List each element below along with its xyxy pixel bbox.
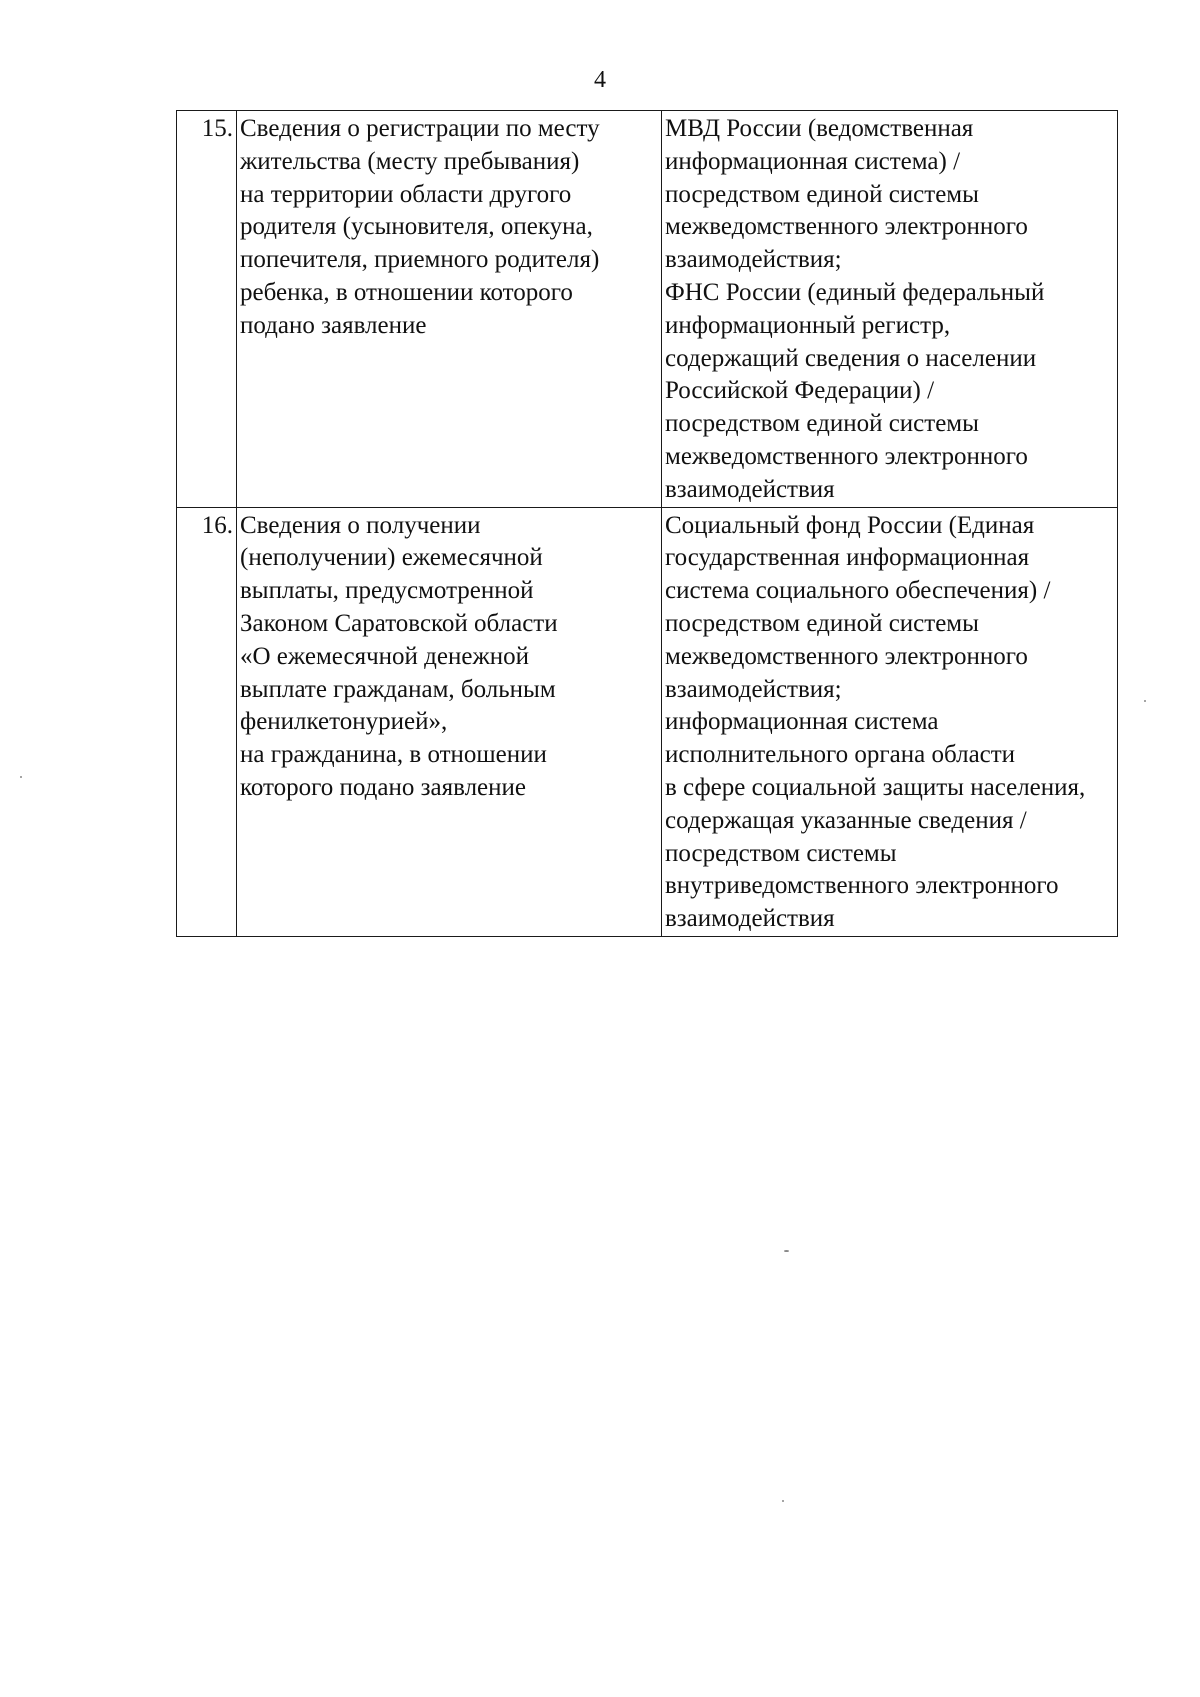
source-line: посредством системы [665,839,897,867]
source-line: исполнительного органа области [665,741,1016,769]
data-sources-table [176,110,1118,937]
description-line: на территории области другого [240,180,572,208]
row-source [662,111,1118,508]
description-line: жительства (месту пребывания) [240,147,580,175]
page-number: 4 [594,67,606,93]
row-number: 16. [177,507,237,936]
source-line: ФНС России (единый федеральный [665,278,1045,306]
description-line: подано заявление [240,311,427,339]
source-line: содержащая указанные сведения / [665,806,1027,834]
source-line: информационная система [665,708,939,736]
row-number: 15. [177,111,237,508]
row-description [237,111,662,508]
table-row [177,111,1118,508]
source-line: система социального обеспечения) / [665,577,1051,605]
row-source [662,507,1118,936]
source-line: посредством единой системы [665,410,979,438]
source-line: посредством единой системы [665,609,979,637]
source-line: Российской Федерации) / [665,377,935,405]
source-line: посредством единой системы [665,180,979,208]
table-row [177,507,1118,936]
scan-speck [784,1250,789,1252]
description-line: попечителя, приемного родителя) [240,246,600,274]
description-line: выплаты, предусмотренной [240,577,534,605]
source-line: межведомственного электронного [665,442,1028,470]
description-line: которого подано заявление [240,773,526,801]
description-line: Законом Саратовской области [240,609,558,637]
description-line: Сведения о получении [240,511,481,539]
source-line: информационный регистр, [665,311,951,339]
scan-speck [782,1500,784,1502]
description-line: Сведения о регистрации по месту [240,115,600,142]
source-line: взаимодействия [665,475,835,503]
description-line: «О ежемесячной денежной [240,642,529,670]
source-line: межведомственного электронного [665,213,1028,241]
source-line: взаимодействия [665,905,835,933]
source-line: содержащий сведения о населении [665,344,1037,372]
scan-speck [20,776,22,778]
description-line: выплате гражданам, больным [240,675,556,703]
scan-speck [1144,700,1146,702]
source-line: государственная информационная [665,544,1030,572]
description-line: (неполучении) ежемесячной [240,544,543,572]
source-line: МВД России (ведомственная [665,115,974,142]
source-line: внутриведомственного электронного [665,872,1059,900]
source-line: Социальный фонд России (Единая [665,511,1035,539]
source-line: взаимодействия; [665,246,842,274]
source-line: взаимодействия; [665,675,842,703]
source-line: в сфере социальной защиты населения, [665,773,1086,801]
description-line: фенилкетонурией», [240,708,448,736]
description-line: на гражданина, в отношении [240,741,547,769]
row-description [237,507,662,936]
source-line: информационная система) / [665,147,961,175]
description-line: родителя (усыновителя, опекуна, [240,213,593,241]
source-line: межведомственного электронного [665,642,1028,670]
description-line: ребенка, в отношении которого [240,278,573,306]
